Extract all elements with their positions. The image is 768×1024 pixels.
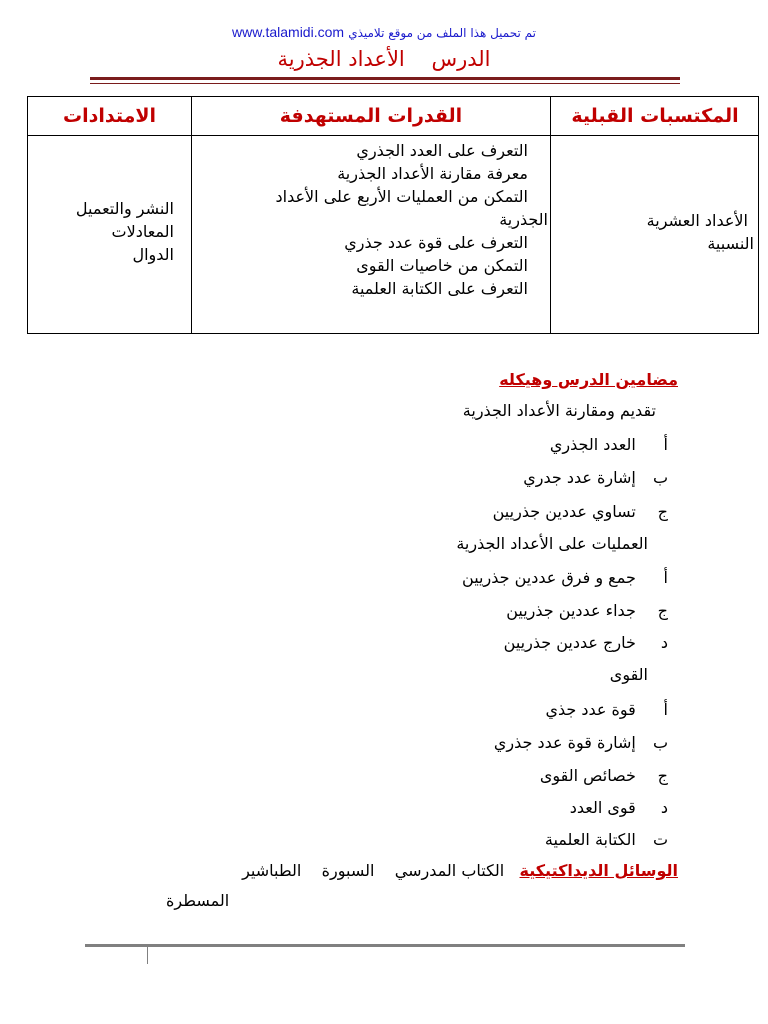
list-item	[540, 765, 668, 787]
list-item	[462, 567, 668, 589]
section-title: العمليات على الأعداد الجذرية	[456, 534, 648, 553]
item-text: إشارة قوة عدد جذري	[493, 733, 636, 752]
didactic-tools-continued: المسطرة	[166, 891, 230, 910]
item-letter: أ	[663, 435, 668, 454]
item-letter: د	[660, 798, 668, 817]
section-title: القوى	[609, 665, 648, 684]
footer-tick-mark	[147, 946, 148, 964]
item-letter: د	[660, 633, 668, 652]
item-text: قوى العدد	[569, 798, 636, 817]
item-letter: أ	[663, 568, 668, 587]
item-text: تساوي عددين جذريين	[492, 502, 636, 521]
item-text: العدد الجذري	[549, 435, 636, 454]
list-item	[523, 467, 668, 489]
item-letter: ب	[652, 468, 668, 487]
skill-line: التعرف على العدد الجذري	[356, 141, 528, 160]
didactic-tools-line	[242, 860, 678, 882]
item-letter: ج	[657, 601, 668, 620]
item-letter: ت	[652, 830, 668, 849]
skill-line: معرفة مقارنة الأعداد الجذرية	[337, 164, 528, 183]
list-item	[550, 434, 668, 456]
prerequisites-cell	[558, 209, 754, 255]
contents-heading: مضامين الدرس وهيكله	[499, 370, 678, 389]
header-targeted-skills: القدرات المستهدفة	[279, 105, 463, 127]
site-download-note: تم تحميل هذا الملف من موقع تلاميذي	[348, 26, 536, 40]
skill-line: التعرف على قوة عدد جذري	[344, 233, 528, 252]
list-item	[493, 501, 668, 523]
item-letter: أ	[663, 700, 668, 719]
extension-line: النشر والتعميل	[75, 199, 174, 218]
section-title: تقديم ومقارنة الأعداد الجذرية	[462, 401, 656, 420]
item-text: خارج عددين جذريين	[503, 633, 636, 652]
site-url-link[interactable]: www.talamidi.com	[232, 24, 345, 40]
item-text: جمع و فرق عددين جذريين	[462, 568, 636, 587]
prerequisite-line: النسبية	[707, 234, 754, 253]
item-letter: ج	[657, 502, 668, 521]
skill-line: التعرف على الكتابة العلمية	[351, 279, 528, 298]
extensions-cell	[34, 197, 174, 266]
item-text: جداء عددين جذريين	[506, 601, 636, 620]
didactic-heading: الوسائل الديداكتيكية	[519, 861, 678, 880]
item-letter: ب	[652, 733, 668, 752]
item-text: قوة عدد جذي	[545, 700, 636, 719]
extension-line: الدوال	[132, 245, 174, 264]
table-header-divider	[28, 135, 758, 136]
list-item	[545, 829, 668, 851]
skill-line: التمكن من خاصيات القوى	[356, 256, 528, 275]
list-item	[494, 732, 668, 754]
title-divider	[90, 77, 680, 84]
skill-line: الجذرية	[499, 210, 548, 229]
list-item	[570, 797, 668, 819]
extension-line: المعادلات	[111, 222, 174, 241]
footer-divider	[85, 944, 685, 947]
item-text: الكتابة العلمية	[544, 830, 636, 849]
item-text: خصائص القوى	[539, 766, 636, 785]
prerequisite-line: الأعداد العشرية	[646, 211, 748, 230]
targeted-skills-cell	[198, 139, 548, 300]
didactic-tools: الكتاب المدرسي السبورة الطباشير	[242, 861, 505, 880]
item-letter: ج	[657, 766, 668, 785]
site-header-line	[0, 22, 768, 44]
lesson-plan-table	[27, 96, 759, 334]
header-prerequisites: المكتسبات القبلية	[571, 105, 739, 127]
list-item	[504, 632, 668, 654]
skill-line: التمكن من العمليات الأربع على الأعداد	[275, 187, 528, 206]
list-item	[506, 600, 668, 622]
list-item	[545, 699, 668, 721]
lesson-title: الدرس الأعداد الجذرية	[277, 47, 491, 71]
header-extensions: الامتدادات	[62, 105, 157, 127]
item-text: إشارة عدد جدري	[523, 468, 636, 487]
